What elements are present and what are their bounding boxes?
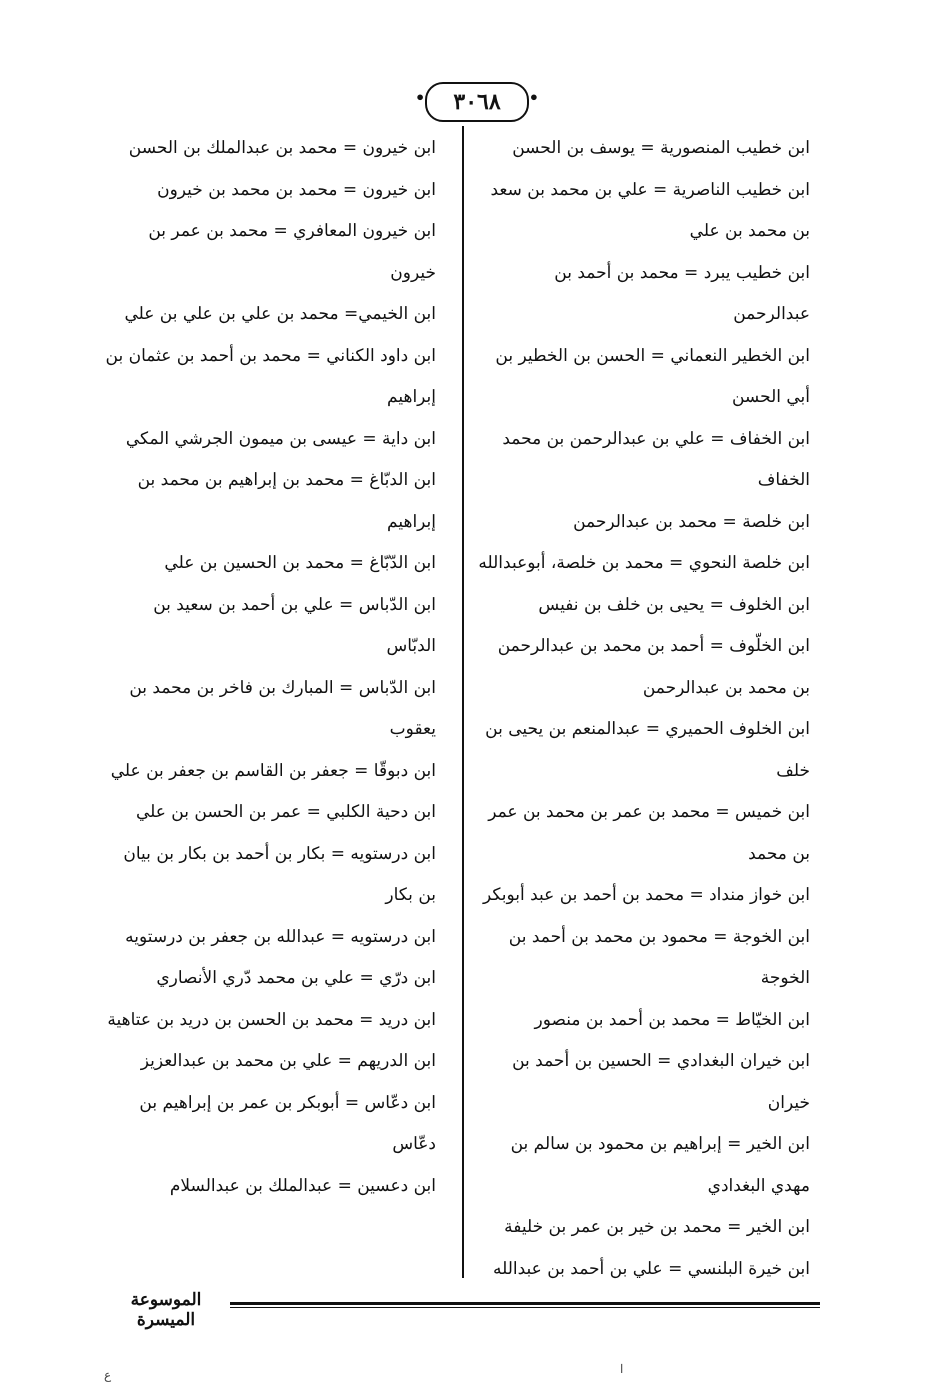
entry: ابن دعسين = عبدالملك بن عبدالسلام [169,1175,436,1196]
entry: ابن الخلوف = يحيى بن خلف بن نفيس [538,594,810,615]
entry: ابن الدبّاغ = محمد بن إبراهيم بن محمد بن إبراهيم [137,470,436,532]
entry: ابن الدّباس = المبارك بن فاخر بن محمد بن يعقوب [129,677,436,739]
entry: ابن خيرون = محمد بن عبدالملك بن الحسن [128,138,436,158]
footer-rule [230,1302,820,1308]
entry: ابن خواز منداد = محمد بن أحمد بن عبد أبوبكر [482,885,810,905]
entry: ابن خيرة البلنسي = علي بن أحمد بن عبدالله [492,1258,810,1279]
entry: ابن داود الكناني = محمد بن أحمد بن عثمان بن إبراهيم [105,345,436,407]
entry: ابن الخيمي= محمد بن علي بن علي بن علي [124,304,436,324]
page-number-text: • ٣٠٦٨ [453,89,501,115]
entry: ابن درستويه = بكار بن أحمد بن بكار بن بيان بن بكار [123,843,436,905]
entry: ابن دحية الكلبي = عمر بن الحسن بن علي [135,802,436,822]
entry: ابن خيرون المعافري = محمد بن عمر بن خيرون [148,221,436,283]
entry: ابن الخطير النعماني = الحسن بن الخطير بن أبي الحسن [495,345,810,407]
stray-mark: ع [104,1368,112,1382]
entry: ابن دعّاس = أبوبكر بن عمر بن إبراهيم بن دعّاس [139,1092,436,1154]
page-number [425,82,529,122]
entry: ابن الخلّوف = أحمد بن محمد بن عبدالرحمن بن محمد بن عبدالرحمن [497,636,810,698]
entry: ابن الخفاف = علي بن عبدالرحمن بن محمد الخفاف [502,428,810,490]
entry: ابن الدّبّاغ = محمد بن الحسين بن علي [164,553,436,573]
entry: ابن خميس = محمد بن عمر بن محمد بن عمر بن محمد [488,802,810,864]
entry: ابن خطيب يبرد = محمد بن أحمد بن عبدالرحمن [554,262,810,324]
stray-mark: ا [620,1362,624,1376]
entry: ابن خطيب المنصورية = يوسف بن الحسن [512,138,810,158]
right-column [478,128,820,1290]
footer-title: الموسوعة الميسرة [130,1290,202,1330]
left-column [104,128,446,1207]
entry: ابن خيران البغدادي = الحسين بن أحمد بن خيران [512,1051,810,1113]
entry: ابن داية = عيسى بن ميمون الجرشي المكي [125,428,436,449]
entry: ابن دبوقّا = جعفر بن القاسم بن جعفر بن علي [110,760,436,781]
column-divider [462,126,464,1278]
entry: ابن الدريهم = علي بن محمد بن عبدالعزيز [140,1051,436,1071]
entry: ابن درّي = علي بن محمد دّري الأنصاري [156,968,436,988]
entry: ابن خيرون = محمد بن محمد بن خيرون [157,179,436,200]
entry: ابن الخيّاط = محمد بن أحمد بن منصور [534,1009,810,1030]
entry: ابن الخير = إبراهيم بن محمود بن سالم بن مهدي البغدادي [510,1134,810,1196]
entry: ابن الدّباس = علي بن أحمد بن سعيد بن الدبّاس [153,594,436,656]
entry: ابن خلصة النحوي = محمد بن خلصة، أبوعبدالله [478,553,810,573]
entry: ابن خطيب الناصرية = علي بن محمد بن سعد بن محمد بن علي [490,179,810,241]
entry: ابن درستويه = عبدالله بن جعفر بن درستويه [125,926,436,947]
entry: ابن خلصة = محمد بن عبدالرحمن [573,511,810,532]
entry: ابن دريد = محمد بن الحسن بن دريد بن عتاهية [107,1009,436,1030]
entry: ابن الخير = محمد بن خير بن عمر بن خليفة [504,1217,810,1237]
entry: ابن الخوجة = محمود بن محمد بن أحمد بن الخوجة [508,926,810,988]
entry: ابن الخلوف الحميري = عبدالمنعم بن يحيى بن خلف [485,719,810,781]
